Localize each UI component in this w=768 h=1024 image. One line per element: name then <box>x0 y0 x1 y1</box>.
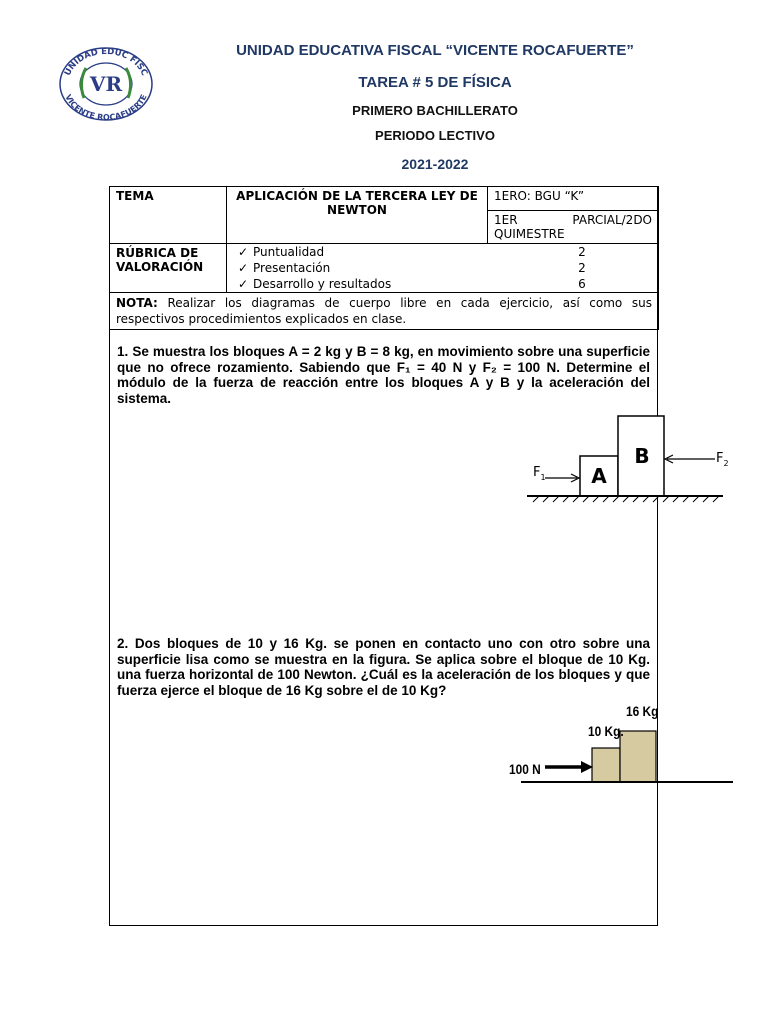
grade-level: PRIMERO BACHILLERATO <box>352 103 518 118</box>
problem-2-text: 2. Dos bloques de 10 y 16 Kg. se ponen en contacto uno con otro sobre una superficie lisa como se muestra en la figura. Se aplica sobre el bloque de 10 Kg. una fuerza horizontal de 100 Newton. ¿Cuál es la aceleración de los bloques y que fuerza ejerce el bloque de 16 Kg sobre el de 10 Kg? <box>117 636 650 698</box>
nota-cell <box>110 293 659 330</box>
logo-initials: VR <box>89 72 123 96</box>
logo-ring-bottom: VICENTE ROCAFUERTE <box>63 93 149 122</box>
info-table <box>109 186 659 330</box>
figure-1-blocks-diagram <box>527 410 727 510</box>
course-cell <box>488 187 659 211</box>
force-1-label: $F_1$ <box>533 465 546 482</box>
task-title: TAREA # 5 DE FÍSICA <box>358 74 512 91</box>
force-2-arrow <box>665 455 715 463</box>
nota-label: NOTA: <box>116 296 158 310</box>
check-icon: ✓ <box>237 261 249 275</box>
rubric-item-label: Presentación <box>253 261 331 275</box>
rubric-item <box>233 260 652 276</box>
rubric-list <box>227 244 659 293</box>
partial-a: 1ER <box>494 213 518 227</box>
figure-2-blocks-diagram <box>505 698 735 790</box>
block-10kg-label: 10 Kg. <box>588 723 624 740</box>
partial-b: PARCIAL/2DO <box>572 213 652 227</box>
partial-cell <box>488 211 659 244</box>
course-label: 1ERO: BGU “K” <box>494 189 585 203</box>
block-b-label: B <box>634 444 650 468</box>
tema-value: APLICACIÓN DE LA TERCERA LEY DE NEWTON <box>227 187 488 244</box>
check-icon: ✓ <box>237 277 249 291</box>
force-1-arrow <box>545 474 579 482</box>
rubric-item-label: Puntualidad <box>253 245 325 259</box>
school-year: 2021-2022 <box>401 156 469 172</box>
block-10kg <box>592 748 620 782</box>
school-name: UNIDAD EDUCATIVA FISCAL “VICENTE ROCAFUERTE” <box>236 42 634 59</box>
rubric-label: RÚBRICA DE VALORACIÓN <box>110 244 227 293</box>
rubric-item-points: 2 <box>578 261 586 275</box>
nota-text: Realizar los diagramas de cuerpo libre en cada ejercicio, así como sus respectivos procedimientos explicados en clase. <box>116 296 652 326</box>
period-label: PERIODO LECTIVO <box>375 128 495 143</box>
force-100n-arrow <box>545 761 593 773</box>
rubric-item-label: Desarrollo y resultados <box>253 277 392 291</box>
block-16kg <box>620 731 656 782</box>
logo-ring-top: UNIDAD EDUC FISC <box>62 46 150 78</box>
partial-c: QUIMESTRE <box>494 227 565 241</box>
rubric-item <box>233 244 652 260</box>
force-2-label: $F_2$ <box>716 451 729 468</box>
rubric-item <box>233 276 652 292</box>
check-icon: ✓ <box>237 245 249 259</box>
block-16kg-label: 16 Kg <box>626 703 659 720</box>
problem-1-text: 1. Se muestra los bloques A = 2 kg y B = 8 kg, en movimiento sobre una superficie que no ofrece rozamiento. Sabiendo que F₁ = 40 N y F₂ = 100 N. Determine el módulo de la fuerza de reacción entre los bloques A y B y la aceleración del sistema. <box>117 344 650 406</box>
block-a-label: A <box>591 464 607 488</box>
tema-label: TEMA <box>110 187 227 244</box>
rubric-item-points: 6 <box>578 277 586 291</box>
rubric-item-points: 2 <box>578 245 586 259</box>
force-100n-label: 100 N <box>509 761 541 778</box>
